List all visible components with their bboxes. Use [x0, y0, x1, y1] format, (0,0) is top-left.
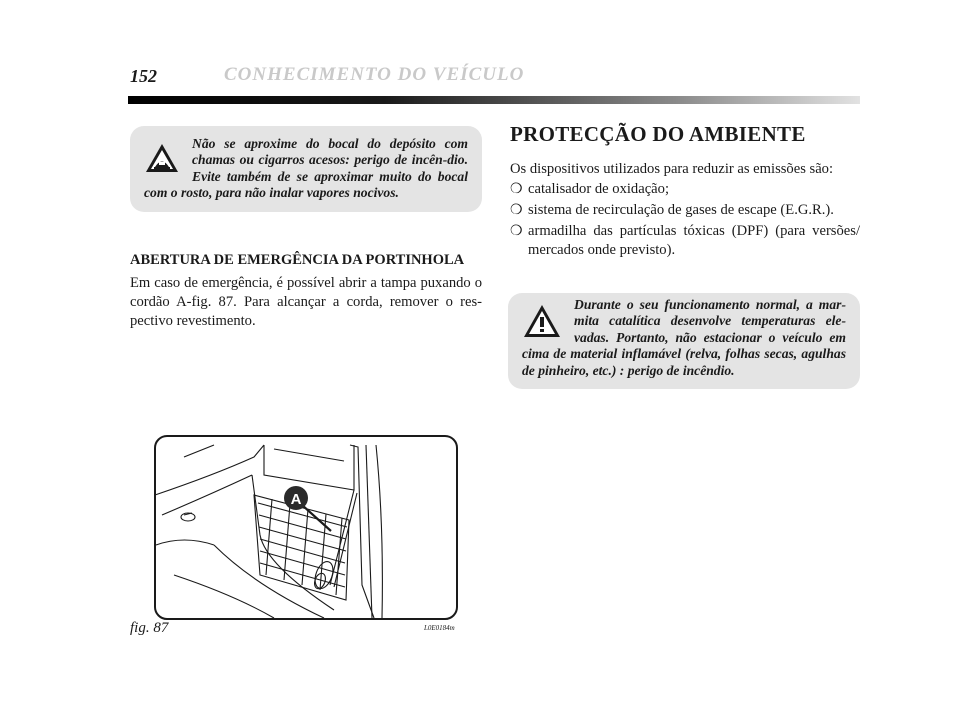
- catalyst-warning-box: [508, 293, 860, 389]
- fuel-warning-text: Não se aproxime do bocal do depósito com chamas ou cigarros acesos: perigo de incên-dio. Evite também de se aproximar muito do bocal com o rosto, para não inalar vapores nocivos.: [144, 136, 468, 201]
- callout-label-a: A: [290, 491, 302, 508]
- list-item: [510, 201, 860, 220]
- catalyst-warning-text: Durante o seu funcionamento normal, a mar-mita catalítica desenvolve temperaturas ele-vadas. Portanto, não estacionar o veículo em cima de material inflamável (relva, folhas secas, agulhas de pinheiro, etc.) : perigo de incêndio.: [522, 297, 846, 378]
- warning-triangle-icon: [522, 303, 562, 339]
- figure-87: [154, 435, 458, 620]
- bullet-icon: ❍: [510, 224, 523, 239]
- fuel-cap-warning-icon: [144, 142, 180, 174]
- list-item-text: armadilha das partículas tóxicas (DPF) (para versões/ mercados onde previsto).: [528, 223, 860, 258]
- emergency-text: Em caso de emergência, é possível abrir a tampa puxando o cordão A-fig. 87. Para alcançar a corda, remover o res-pectivo revestimento.: [130, 275, 482, 329]
- environment-title: PROTECÇÃO DO AMBIENTE: [510, 122, 806, 146]
- bullet-icon: ❍: [510, 182, 523, 197]
- running-header: CONHECIMENTO DO VEÍCULO: [224, 64, 525, 85]
- environment-intro: Os dispositivos utilizados para reduzir as emissões são:: [510, 161, 834, 177]
- device-list: [510, 180, 860, 262]
- bullet-icon: ❍: [510, 203, 523, 218]
- list-item: [510, 222, 860, 260]
- page-number: 152: [130, 66, 157, 86]
- figure-caption: fig. 87: [130, 620, 169, 636]
- list-item-text: catalisador de oxidação;: [528, 181, 670, 197]
- list-item: [510, 180, 860, 199]
- figure-code: L0E0184m: [424, 624, 455, 632]
- list-item-text: sistema de recirculação de gases de escape (E.G.R.).: [528, 202, 834, 218]
- header-rule: [128, 96, 860, 104]
- trunk-cord-illustration: [154, 435, 458, 620]
- fuel-warning-box: [130, 126, 482, 212]
- emergency-heading: ABERTURA DE EMERGÊNCIA DA PORTINHOLA: [130, 252, 465, 268]
